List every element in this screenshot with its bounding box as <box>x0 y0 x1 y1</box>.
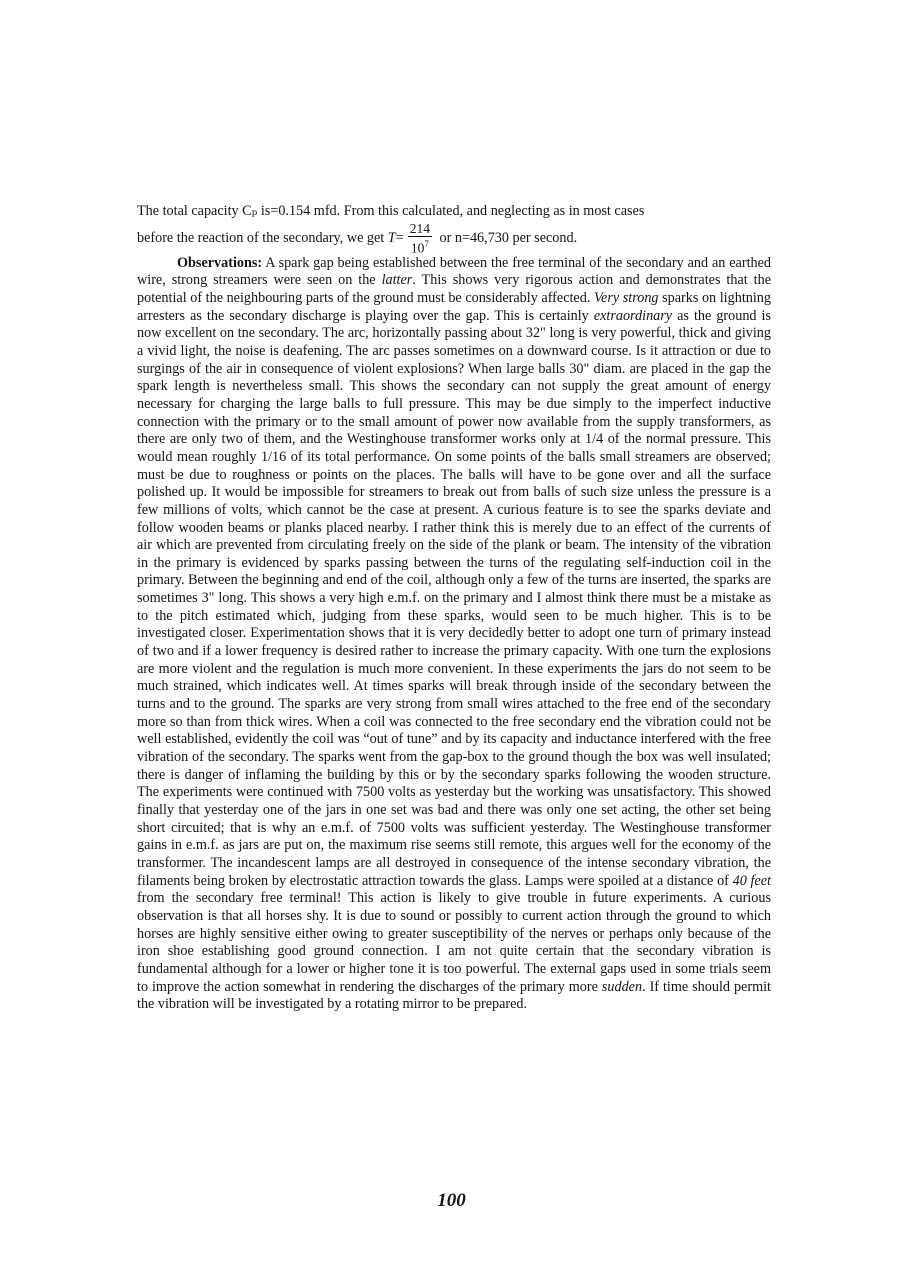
intro-line-1: The total capacity Cₚ is=0.154 mfd. From this calculated, and neglecting as in most cases <box>137 203 645 219</box>
formula-fraction <box>408 221 432 256</box>
obs-text-5: from the secondary free terminal! This action is likely to give trouble in future experiments. A curious observation is that all horses shy. It is due to sound or possibly to current action through the ground to which horses are highly sensitive either owing to greater susceptibility of the nerves or perhaps only because of the iron shoe establishing good ground connection. I am not quite certain that the secondary vibration is fundamental although for a lower or higher tone it is too powerful. The external gaps used in some trials seem to improve the action somewhat in rendering the discharges of the primary more <box>137 890 771 995</box>
obs-italic-2: Very strong <box>593 289 659 306</box>
fraction-numerator: 214 <box>409 221 430 237</box>
fraction-denominator <box>408 237 432 256</box>
obs-text-3: sparks on lightning arresters as the secondary discharge is playing over the gap. This is certainly <box>137 289 771 324</box>
denominator-exponent: 7 <box>424 239 429 250</box>
obs-italic-1: latter <box>381 272 413 289</box>
intro-formula-line <box>137 221 771 255</box>
obs-italic-5: sudden <box>601 978 643 995</box>
obs-text-2: . This shows very rigorous action and demonstrates that the potential of the neighbouring parts of the ground must be considerably affected. <box>137 272 771 306</box>
intro-before-formula: before the reaction of the secondary, we get <box>137 229 388 246</box>
page-number: 100 <box>437 1190 466 1211</box>
observations-heading: Observations: <box>177 254 263 271</box>
intro-after-formula: or n=46,730 per second. <box>435 229 578 246</box>
obs-text-4: as the ground is now excellent on tne secondary. The arc, horizontally passing about 32" long is very powerful, thick and giving a vivid light, the noise is deafening. The arc passes sometimes on a downward course. Is it attraction or due to surgings of the air in consequence of violent explosions? When large balls 30" diam. are placed in the gap the spark length is nevertheless small. This shows the secondary can not supply the great amount of energy necessary for charging the large balls to full pressure. This may be due simply to the imperfect inductive connection with the primary or to the small amount of power now available from the supply transformers, as there are only two of them, and the Westinghouse transformer works only at 1/4 of the normal pressure. This would mean roughly 1/16 of its total performance. On some points of the balls small streamers are observed; must be due to roughness or points on the places. The balls will have to be gone over and all the surface polished up. It would be impossible for streamers to break out from balls of such size unless the pressure is a few millions of volts, which cannot be the case at present. A curious feature is to see the sparks deviate and follow wooden beams or planks placed nearby. I rather think this is merely due to an effect of the currents of air which are prevented from circulating freely on the side of the plank or beam. The intensity of the vibration in the primary is evidenced by sparks passing between the turns of the regulating self-induction coil in the primary. Between the beginning and end of the coil, although only a few of the turns are inserted, the sparks are sometimes 3" long. This shows a very high e.m.f. on the primary and I almost think there must be a mistake as to the pitch estimated which, judging from these sparks, would seen to be much higher. This is to be investigated closer. Experimentation shows that it is very decidedly better to adopt one turn of primary instead of two and if a lower frequency is desired rather to increase the primary capacity. With one turn the explosions are more violent and the regulation is much more convenient. In these experiments the jars do not seem to be much strained, which indicates well. At times sparks will break through inside of the secondary between the turns and to the ground. The sparks are very strong from small wires attached to the free end of the secondary more so than from thick wires. When a coil was connected to the free secondary end the vibration could not be well established, evidently the coil was “out of tune” and by its capacity and inductance interfered with the free vibration of the secondary. The sparks went from the gap-box to the ground though the box was well insulated; there is danger of inflaming the building by this or by the secondary sparks following the wooden structure. The experiments were continued with 7500 volts as yesterday but the working was unsatisfactory. This showed finally that yesterday one of the jars in one set was bad and there was only one set acting, the other set being short circuited; that is why an e.m.f. of 7500 volts was sufficient yesterday. The Westinghouse transformer gains in e.m.f. as jars are put on, the maximum rise seems still remote, this argues well for the economy of the transformer. The incandescent lamps are all destroyed in consequence of the intense secondary vibration, the filaments being broken by electrostatic attraction towards the glass. Lamps were spoiled at a distance of <box>137 307 772 889</box>
obs-text-1: A spark gap being established between the free terminal of the secondary and an earthed wire, strong streamers were seen on the <box>137 254 771 289</box>
obs-italic-4: 40 feet <box>732 872 771 889</box>
obs-text-6: . If time should permit the vibration will be investigated by a rotating mirror to be prepared. <box>137 978 771 1013</box>
obs-italic-3: extraordinary <box>593 307 673 324</box>
formula-equals: = <box>395 229 404 246</box>
page-body <box>137 203 771 1014</box>
formula-variable-t: T <box>387 229 396 246</box>
observations-paragraph <box>137 255 771 1014</box>
denominator-base: 10 <box>410 240 425 256</box>
